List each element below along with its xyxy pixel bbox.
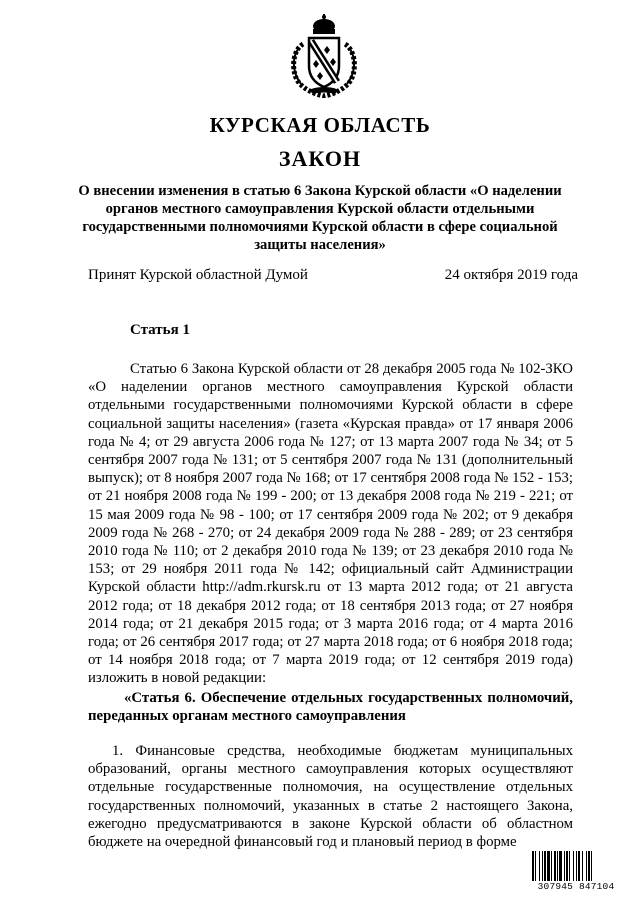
article-body-paragraph: Статью 6 Закона Курской области от 28 декабря 2005 года № 102-ЗКО «О наделении органов местного самоуправления Курской области отдельными государственными полномочиями Курской области в сфере социальной защиты населения» (газета «Курская правда» от 17 января 2006 года № 4; от 29 августа 2006 года № 127; от 13 марта 2007 года № 34; от 5 сентября 2007 года № 131; от 5 сентября 2007 года № 131 (дополнительный выпуск); от 8 ноября 2007 года № 168; от 17 сентября 2008 года № 152 - 153; от 21 ноября 2008 года № 199 - 200; от 13 декабря 2008 года № 219 - 221; от 15 мая 2009 года № 98 - 100; от 17 сентября 2009 года № 202; от 9 декабря 2009 года № 268 - 270; от 24 декабря 2009 года № 288 - 289; от 23 сентября 2010 года № 110; от 2 декабря 2010 года № 139; от 23 декабря 2010 года № 153; от 29 ноября 2011 года № 142; официальный сайт Администрации Курской области http://adm.rkursk.ru от 13 марта 2012 года; от 21 августа 2012 года; от 18 декабря 2012 года; от 18 сентября 2013 года; от 27 ноября 2014 года; от 21 декабря 2015 года; от 3 марта 2016 года; от 4 марта 2016 года; от 26 сентября 2017 года; от 27 марта 2018 года; от 6 ноября 2018 года; от 14 ноября 2018 года; от 7 марта 2019 года; от 12 сентября 2019 года) изложить в новой редакции: — [88, 361, 573, 687]
coat-of-arms-emblem — [289, 14, 359, 98]
amended-article-heading: «Статья 6. Обеспечение отдельных государственных полномочий, переданных органам местного самоуправления — [88, 690, 573, 725]
adopted-by: Принят Курской областной Думой — [88, 267, 308, 283]
amended-article-paragraph: 1. Финансовые средства, необходимые бюджетам муниципальных образований, органы местного самоуправления которых осуществляют отдельные государственные полномочия, на осуществление отдельных государственных полномочий, указанных в статье 2 настоящего Закона, ежегодно предусматриваются в законе Курской области об областном бюджете на очередной финансовый год и плановый период в форме — [88, 743, 573, 851]
crown-icon — [313, 14, 335, 34]
region-heading: КУРСКАЯ ОБЛАСТЬ — [209, 113, 431, 137]
barcode-number: 307945 847104 — [537, 881, 615, 892]
law-title: О внесении изменения в статью 6 Закона Курской области «О наделении органов местного самоуправления Курской области отдельными государственными полномочиями Курской области в сфере социальной защиты населения» — [78, 183, 562, 253]
document-type-heading: ЗАКОН — [278, 146, 362, 171]
article-heading: Статья 1 — [130, 322, 190, 338]
barcode-icon — [532, 851, 620, 881]
adoption-date: 24 октября 2019 года — [444, 267, 578, 283]
